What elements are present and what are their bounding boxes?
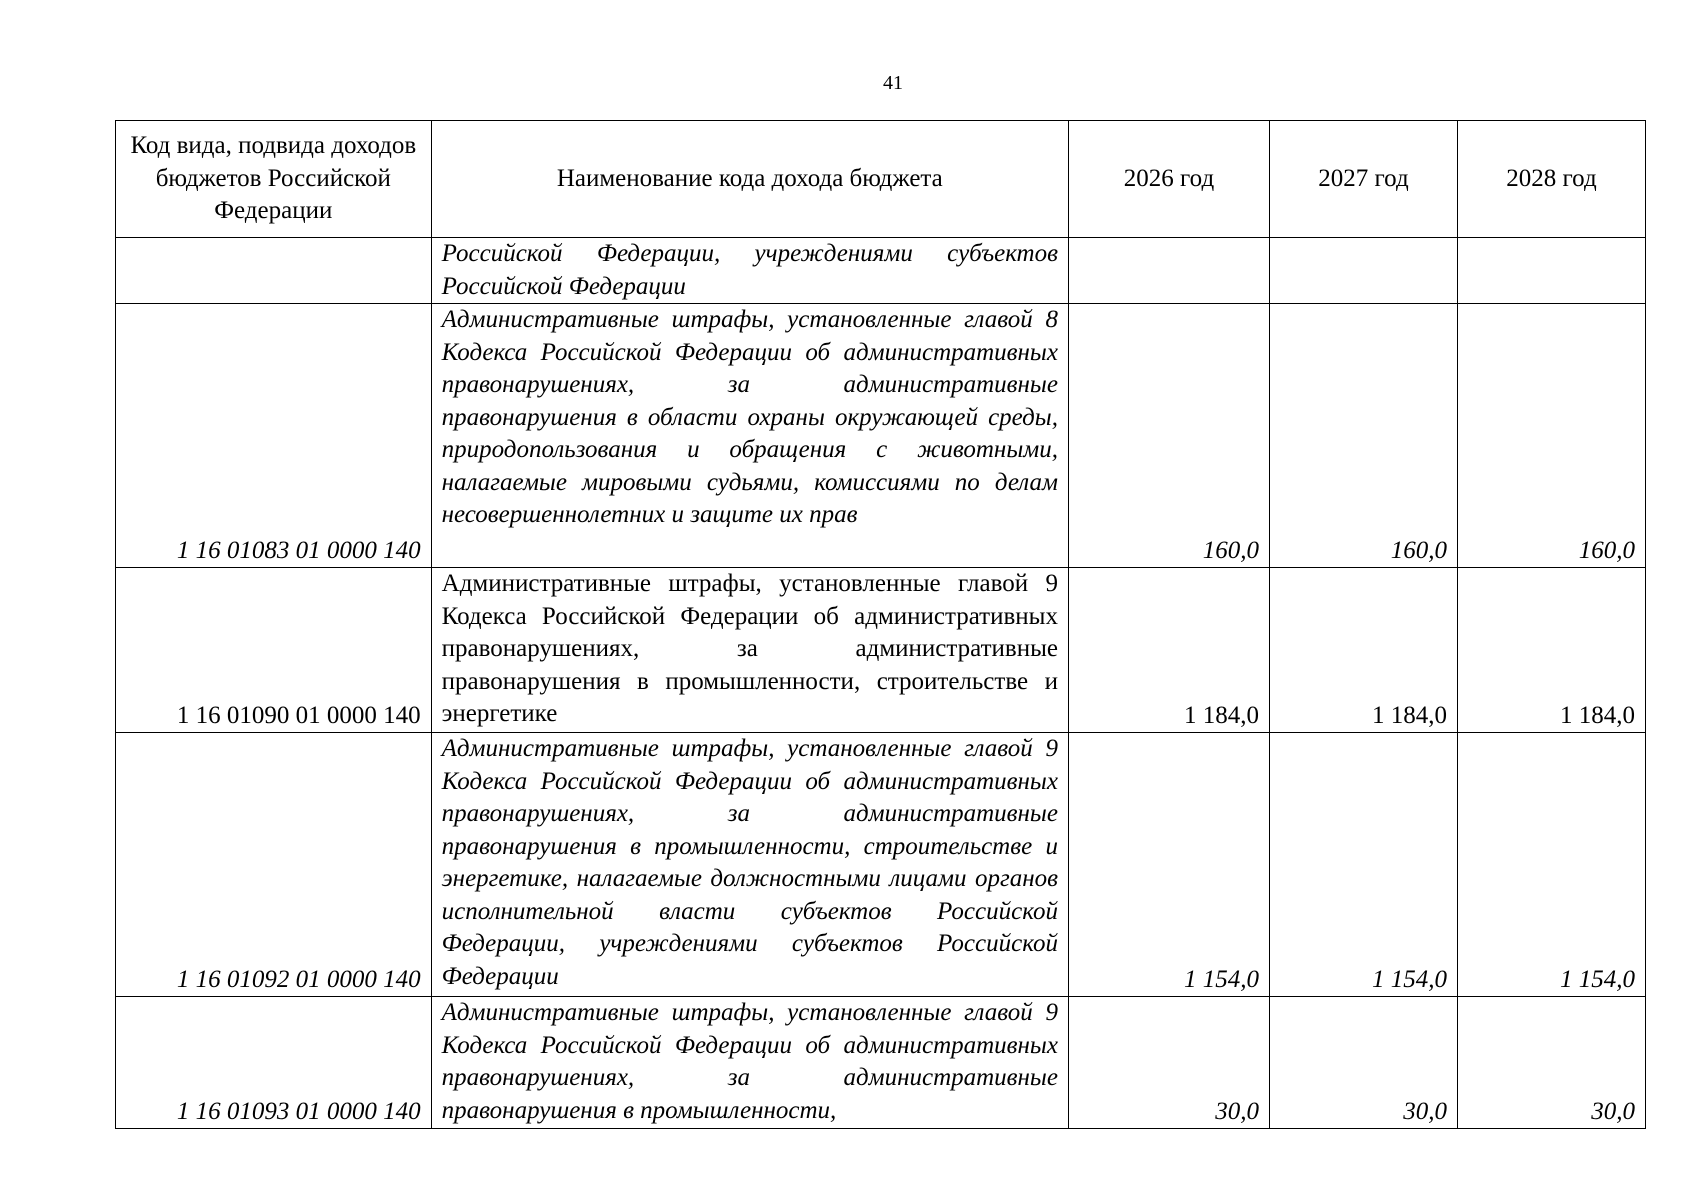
header-code: Код вида, подвида доходов бюджетов Российской Федерации <box>116 121 432 238</box>
table-row <box>116 568 1646 733</box>
table-row <box>116 733 1646 997</box>
row-name: Административные штрафы, установленные главой 9 Кодекса Российской Федерации об административных правонарушениях, за административные правонарушения в промышленности, <box>431 997 1068 1129</box>
row-value-2027: 30,0 <box>1270 997 1458 1129</box>
row-value-2028: 1 154,0 <box>1457 733 1645 997</box>
budget-revenue-table <box>115 120 1646 1129</box>
row-value-2026: 1 184,0 <box>1068 568 1269 733</box>
row-name: Административные штрафы, установленные главой 9 Кодекса Российской Федерации об административных правонарушениях, за административные правонарушения в промышленности, строительстве и энергетике <box>431 568 1068 733</box>
row-value-2027: 1 154,0 <box>1270 733 1458 997</box>
row-name: Административные штрафы, установленные главой 9 Кодекса Российской Федерации об административных правонарушениях, за административные правонарушения в промышленности, строительстве и энергетике, налагаемые должностными лицами органов исполнительной власти субъектов Российской Федерации, учреждениями субъектов Российской Федерации <box>431 733 1068 997</box>
row-code: 1 16 01093 01 0000 140 <box>116 997 432 1129</box>
row-code: 1 16 01083 01 0000 140 <box>116 304 432 568</box>
row-value-2028: 160,0 <box>1457 304 1645 568</box>
row-code: 1 16 01090 01 0000 140 <box>116 568 432 733</box>
row-value-2026 <box>1068 238 1269 304</box>
header-2026: 2026 год <box>1068 121 1269 238</box>
row-name: Российской Федерации, учреждениями субъектов Российской Федерации <box>431 238 1068 304</box>
table-header-row <box>116 121 1646 238</box>
table-row <box>116 238 1646 304</box>
row-value-2026: 1 154,0 <box>1068 733 1269 997</box>
row-code <box>116 238 432 304</box>
row-value-2027: 160,0 <box>1270 304 1458 568</box>
header-name: Наименование кода дохода бюджета <box>431 121 1068 238</box>
header-2027: 2027 год <box>1270 121 1458 238</box>
row-value-2027 <box>1270 238 1458 304</box>
row-name: Административные штрафы, установленные главой 8 Кодекса Российской Федерации об административных правонарушениях, за административные правонарушения в области охраны окружающей среды, природопользования и обращения с животными, налагаемые мировыми судьями, комиссиями по делам несовершеннолетних и защите их прав <box>431 304 1068 568</box>
header-2028: 2028 год <box>1457 121 1645 238</box>
page-number: 41 <box>883 72 903 94</box>
row-code: 1 16 01092 01 0000 140 <box>116 733 432 997</box>
row-value-2028 <box>1457 238 1645 304</box>
row-value-2028: 1 184,0 <box>1457 568 1645 733</box>
row-value-2026: 160,0 <box>1068 304 1269 568</box>
table-row <box>116 997 1646 1129</box>
row-value-2028: 30,0 <box>1457 997 1645 1129</box>
row-value-2026: 30,0 <box>1068 997 1269 1129</box>
table-row <box>116 304 1646 568</box>
row-value-2027: 1 184,0 <box>1270 568 1458 733</box>
